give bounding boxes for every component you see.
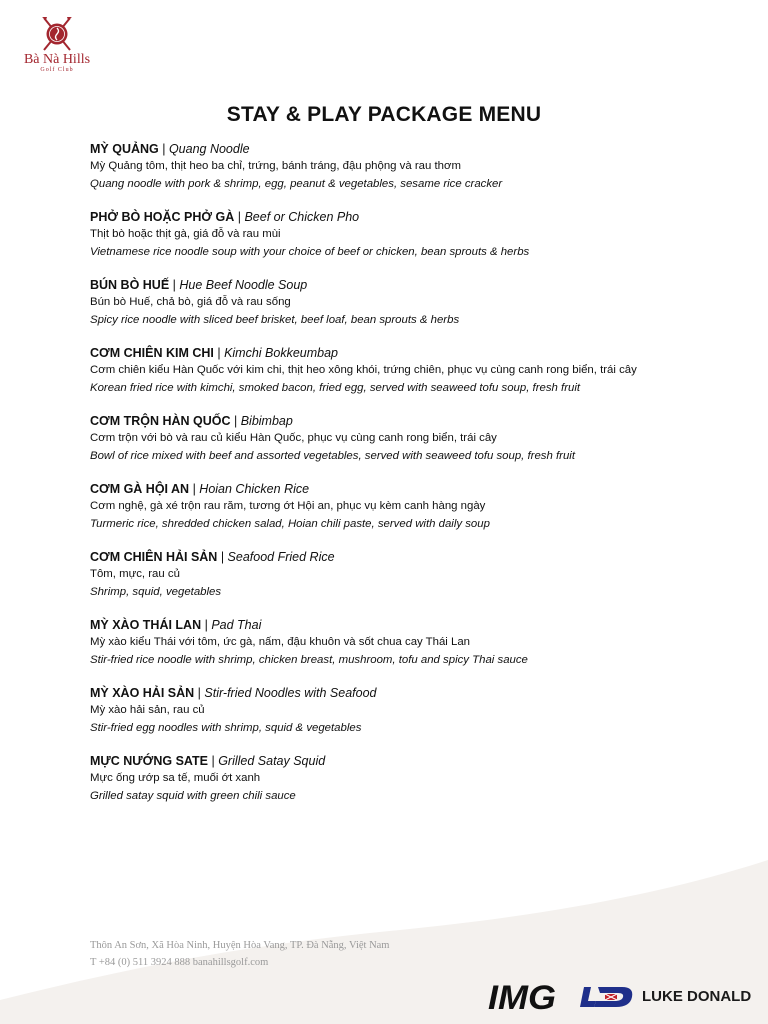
separator: |	[213, 346, 225, 360]
separator: |	[189, 482, 200, 496]
menu-item	[90, 276, 730, 329]
menu-list	[90, 140, 730, 820]
dish-description-vi: Cơm trộn với bò và rau củ kiểu Hàn Quốc, phục vụ cùng canh rong biển, trái cây	[90, 432, 497, 444]
dish-english-name: Kimchi Bokkeumbap	[224, 346, 339, 360]
menu-item	[90, 480, 730, 533]
dish-name: CƠM CHIÊN KIM CHI	[90, 346, 214, 360]
menu-item	[90, 412, 730, 465]
luke-donald-emblem-icon	[578, 983, 638, 1011]
separator: |	[158, 142, 169, 156]
menu-item	[90, 752, 730, 805]
dish-name: CƠM GÀ HỘI AN	[90, 482, 190, 496]
dish-name: MỰC NƯỚNG SATE	[90, 754, 208, 768]
separator: |	[194, 686, 205, 700]
dish-name: BÚN BÒ HUẾ	[90, 278, 170, 292]
footer-contact: T +84 (0) 511 3924 888 banahillsgolf.com	[90, 957, 269, 968]
dish-name: PHỞ BÒ HOẶC PHỞ GÀ	[90, 210, 235, 224]
dish-description-vi: Bún bò Huế, chả bò, giá đỗ và rau sống	[90, 296, 291, 308]
separator: |	[217, 550, 228, 564]
dish-name: MỲ XÀO HẢI SẢN	[90, 686, 195, 700]
dish-english-name: Quang Noodle	[168, 142, 250, 156]
dish-english-name: Grilled Satay Squid	[218, 754, 326, 768]
dish-description-en: Bowl of rice mixed with beef and assorted vegetables, served with seaweed tofu soup, fresh fruit	[90, 449, 575, 462]
separator: |	[169, 278, 180, 292]
dish-description-en: Spicy rice noodle with sliced beef brisket, beef loaf, bean sprouts & herbs	[90, 313, 460, 326]
dish-description-vi: Thịt bò hoặc thịt gà, giá đỗ và rau mùi	[90, 228, 281, 240]
brand-logo	[22, 16, 92, 74]
dish-description-vi: Tôm, mực, rau củ	[90, 568, 180, 580]
page-title: STAY & PLAY PACKAGE MENU	[226, 103, 542, 126]
separator: |	[201, 618, 212, 632]
luke-donald-text: LUKE DONALD	[642, 988, 752, 1005]
dish-description-vi: Mỳ xào kiểu Thái với tôm, ức gà, nấm, đậu khuôn và sốt chua cay Thái Lan	[90, 636, 471, 648]
dish-name: CƠM TRỘN HÀN QUỐC	[90, 414, 231, 428]
dish-english-name: Stir-fried Noodles with Seafood	[204, 686, 377, 700]
menu-item	[90, 548, 730, 601]
separator: |	[230, 414, 241, 428]
dish-name: CƠM CHIÊN HẢI SẢN	[90, 550, 218, 564]
dish-description-vi: Mực ống ướp sa tế, muối ớt xanh	[90, 772, 261, 784]
dish-description-en: Vietnamese rice noodle soup with your choice of beef or chicken, bean sprouts & herbs	[90, 245, 530, 258]
dish-description-en: Stir-fried egg noodles with shrimp, squid & vegetables	[90, 721, 362, 734]
logo-subtitle: Golf Club	[40, 67, 74, 73]
golf-crest-icon	[40, 16, 74, 52]
dish-english-name: Hoian Chicken Rice	[199, 482, 310, 496]
menu-item	[90, 344, 730, 397]
dish-description-vi: Cơm chiên kiểu Hàn Quốc với kim chi, thịt heo xông khói, trứng chiên, phục vụ cùng canh rong biển, trái cây	[90, 364, 637, 376]
footer	[90, 937, 389, 971]
dish-description-en: Quang noodle with pork & shrimp, egg, peanut & vegetables, sesame rice cracker	[90, 177, 503, 190]
logo-name: Bà Nà Hills	[23, 52, 91, 67]
menu-item	[90, 140, 730, 193]
dish-name: MỲ QUẢNG	[90, 142, 159, 156]
dish-english-name: Beef or Chicken Pho	[244, 210, 360, 224]
dish-english-name: Bibimbap	[240, 414, 293, 428]
dish-description-en: Grilled satay squid with green chili sauce	[90, 789, 296, 802]
dish-description-vi: Mỳ xào hải sản, rau củ	[90, 704, 205, 716]
dish-english-name: Hue Beef Noodle Soup	[179, 278, 308, 292]
dish-description-en: Shrimp, squid, vegetables	[90, 585, 222, 598]
dish-description-en: Korean fried rice with kimchi, smoked bacon, fried egg, served with seaweed tofu soup, fresh fruit	[90, 381, 581, 394]
menu-item	[90, 616, 730, 669]
dish-name: MỲ XÀO THÁI LAN	[90, 618, 202, 632]
img-logo	[488, 978, 560, 1014]
separator: |	[207, 754, 219, 768]
footer-address: Thôn An Sơn, Xã Hòa Ninh, Huyện Hòa Vang, TP. Đà Nẵng, Việt Nam	[90, 940, 390, 951]
menu-item	[90, 684, 730, 737]
dish-english-name: Seafood Fried Rice	[227, 550, 335, 564]
dish-description-vi: Mỳ Quảng tôm, thịt heo ba chỉ, trứng, bánh tráng, đậu phộng và rau thơm	[90, 160, 461, 172]
dish-english-name: Pad Thai	[211, 618, 262, 632]
separator: |	[234, 210, 245, 224]
img-logo-text: IMG	[488, 979, 556, 1014]
dish-description-en: Stir-fried rice noodle with shrimp, chicken breast, mushroom, tofu and spicy Thai sauce	[90, 653, 528, 666]
dish-description-en: Turmeric rice, shredded chicken salad, Hoian chili paste, served with daily soup	[90, 517, 490, 530]
menu-item	[90, 208, 730, 261]
dish-description-vi: Cơm nghệ, gà xé trộn rau răm, tương ớt Hội an, phục vụ kèm canh hàng ngày	[90, 500, 486, 512]
